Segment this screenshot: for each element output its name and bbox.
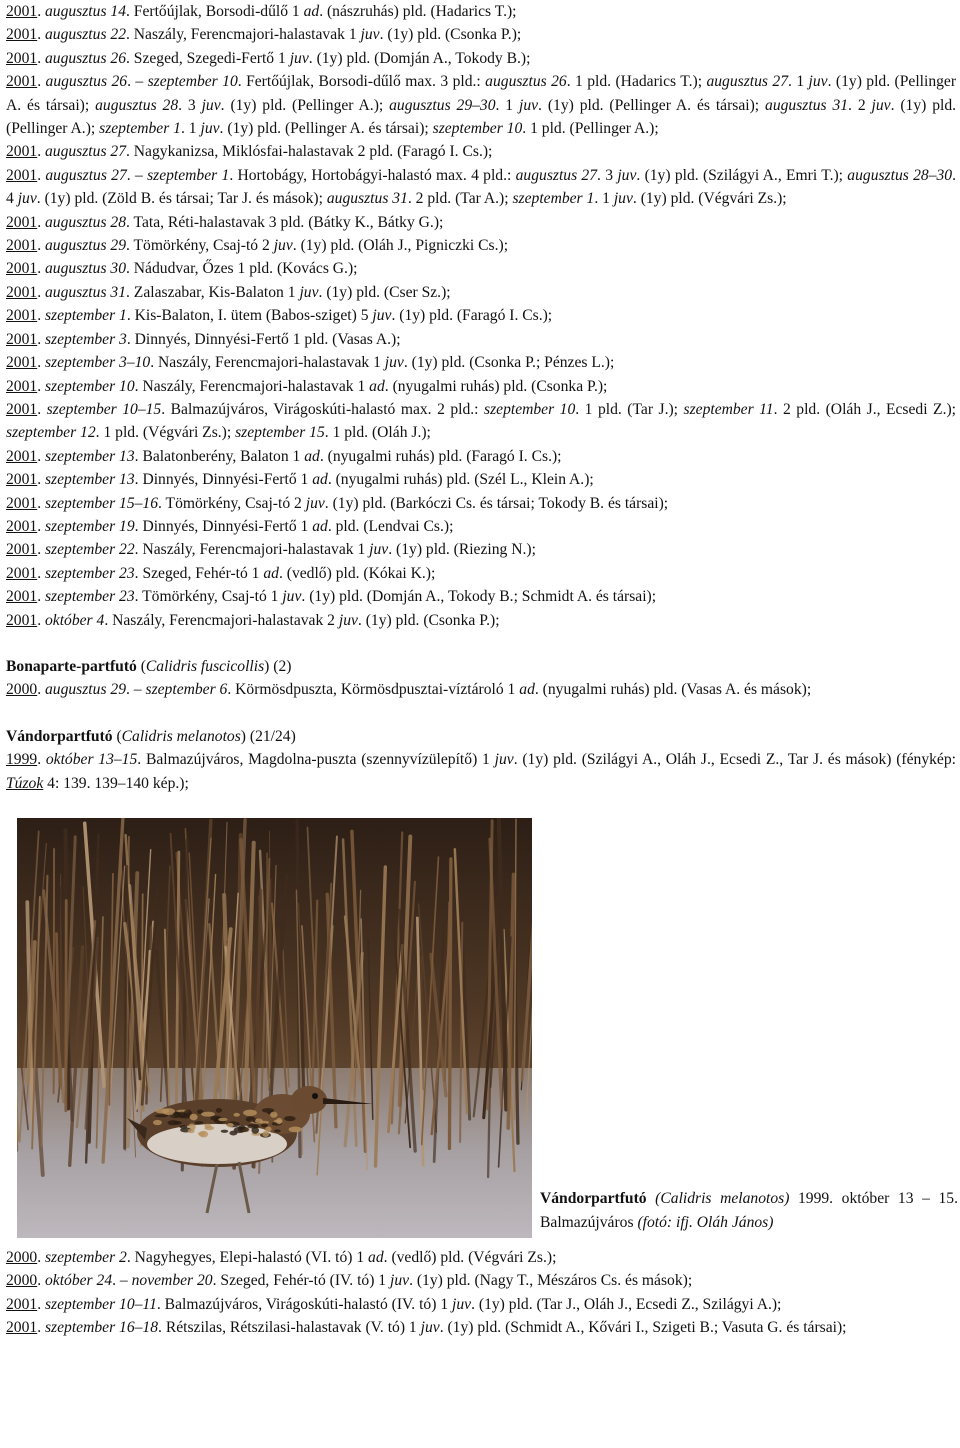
record-entry: 2001. szeptember 13. Balatonberény, Balaton 1 ad. (nyugalmi ruhás) pld. (Faragó I. Cs.); <box>6 447 562 465</box>
record-entry: 2001. szeptember 22. Naszály, Ferencmajori-halastavak 1 juv. (1y) pld. (Riezing N.); <box>6 541 536 559</box>
record-entry: 2001. augusztus 27. – szeptember 1. Hortobágy, Hortobágyi-halastó max. 4 pld.: augusztus 27. 3 juv. (1y) pld. (Szilágyi A., Emri T.); augusztus 28–30. 4 juv. (1y) pld. (Zöld B. és társai; Tar J. és mások); augusztus 31. 2 pld. (Tar A.); szeptember 1. 1 juv. (1y) pld. (Végvári Zs.); <box>6 166 956 208</box>
species-heading: Bonaparte-partfutó (Calidris fuscicollis) (2) <box>6 657 292 675</box>
record-entry: 2001. szeptember 19. Dinnyés, Dinnyési-Fertő 1 ad. pld. (Lendvai Cs.); <box>6 517 454 535</box>
record-entry: 2000. október 24. – november 20. Szeged, Fehér-tó (IV. tó) 1 juv. (1y) pld. (Nagy T., Mészáros Cs. és mások); <box>6 1272 693 1290</box>
record-entry: 2001. szeptember 23. Szeged, Fehér-tó 1 ad. (vedlő) pld. (Kókai K.); <box>6 564 436 582</box>
record-entry: 2001. szeptember 10–15. Balmazújváros, Virágoskúti-halastó max. 2 pld.: szeptember 10. 1 pld. (Tar J.); szeptember 11. 2 pld. (Oláh J., Ecsedi Z.); szeptember 12. 1 pld. (Végvári Zs.); szeptember 15. 1 pld. (Oláh J.); <box>6 400 956 442</box>
record-entry: 2001. augusztus 29. Tömörkény, Csaj-tó 2 juv. (1y) pld. (Oláh J., Pigniczki Cs.); <box>6 237 509 255</box>
record-entry: 2001. augusztus 26. Szeged, Szegedi-Fertő 1 juv. (1y) pld. (Domján A., Tokody B.); <box>6 49 531 67</box>
record-entry: 2001. szeptember 10–11. Balmazújváros, Virágoskúti-halastó (IV. tó) 1 juv. (1y) pld. (Tar J., Oláh J., Ecsedi Z., Szilágyi A.); <box>6 1295 782 1313</box>
records-block-1 <box>6 0 956 632</box>
record-entry: 2001. augusztus 30. Nádudvar, Őzes 1 pld. (Kovács G.); <box>6 260 358 278</box>
records-block-2 <box>6 1246 956 1340</box>
photo-row <box>6 818 956 1246</box>
record-entry: 2001. szeptember 23. Tömörkény, Csaj-tó 1 juv. (1y) pld. (Domján A., Tokody B.; Schmidt A. és társai); <box>6 588 657 606</box>
record-entry: 2001. szeptember 1. Kis-Balaton, I. ütem (Babos-sziget) 5 juv. (1y) pld. (Faragó I. Cs.); <box>6 307 553 325</box>
record-entry: 2001. szeptember 13. Dinnyés, Dinnyési-Fertő 1 ad. (nyugalmi ruhás) pld. (Szél L., Klein A.); <box>6 471 594 489</box>
record-entry: 2001. augusztus 27. Nagykanizsa, Miklósfai-halastavak 2 pld. (Faragó I. Cs.); <box>6 143 493 161</box>
record-entry: 2000. augusztus 29. – szeptember 6. Körmösdpuszta, Körmösdpusztai-víztároló 1 ad. (nyugalmi ruhás) pld. (Vasas A. és mások); <box>6 681 812 699</box>
record-entry: 2001. augusztus 31. Zalaszabar, Kis-Balaton 1 juv. (1y) pld. (Cser Sz.); <box>6 283 451 301</box>
record-entry: 2001. szeptember 16–18. Rétszilas, Rétszilasi-halastavak (V. tó) 1 juv. (1y) pld. (Schmidt A., Kővári I., Szigeti B.; Vasuta G. és társai); <box>6 1319 847 1337</box>
species-records <box>6 748 956 795</box>
record-entry: 2000. szeptember 2. Nagyhegyes, Elepi-halastó (VI. tó) 1 ad. (vedlő) pld. (Végvári Zs.); <box>6 1249 557 1266</box>
record-entry: 2001. szeptember 15–16. Tömörkény, Csaj-tó 2 juv. (1y) pld. (Barkóczi Cs. és társai; Tokody B. és társai); <box>6 494 669 512</box>
record-entry: 2001. augusztus 28. Tata, Réti-halastavak 3 pld. (Bátky K., Bátky G.); <box>6 213 444 231</box>
record-entry: 1999. október 13–15. Balmazújváros, Magdolna-puszta (szennyvízülepítő) 1 juv. (1y) pld. (Szilágyi A., Oláh J., Ecsedi Z., Tar J. és mások) (fénykép: Túzok 4: 139. 139–140 kép.); <box>6 751 956 792</box>
record-entry: 2001. szeptember 3–10. Naszály, Ferencmajori-halastavak 1 juv. (1y) pld. (Csonka P.; Pénzes L.); <box>6 354 615 372</box>
record-entry: 2001. szeptember 10. Naszály, Ferencmajori-halastavak 1 ad. (nyugalmi ruhás) pld. (Csonka P.); <box>6 377 608 395</box>
photo-caption: Vándorpartfutó (Calidris melanotos) 1999. október 13 – 15. Balmazújváros (fotó: ifj. Oláh János) <box>540 1189 958 1231</box>
record-entry: 2001. augusztus 22. Naszály, Ferencmajori-halastavak 1 juv. (1y) pld. (Csonka P.); <box>6 26 522 44</box>
bird-photo-illustration <box>17 818 532 1238</box>
bird-photo <box>17 818 532 1238</box>
record-entry: 2001. augusztus 14. Fertőújlak, Borsodi-dűlő 1 ad. (nászruhás) pld. (Hadarics T.); <box>6 3 517 20</box>
document-page <box>6 0 956 1363</box>
species-section-vandorpartfuto <box>6 725 956 795</box>
species-section-bonaparte <box>6 655 956 702</box>
record-entry: 2001. október 4. Naszály, Ferencmajori-halastavak 2 juv. (1y) pld. (Csonka P.); <box>6 611 500 629</box>
record-entry: 2001. szeptember 3. Dinnyés, Dinnyési-Fertő 1 pld. (Vasas A.); <box>6 330 401 348</box>
species-heading: Vándorpartfutó (Calidris melanotos) (21/24) <box>6 727 296 745</box>
species-records <box>6 678 956 701</box>
record-entry: 2001. augusztus 26. – szeptember 10. Fertőújlak, Borsodi-dűlő max. 3 pld.: augusztus 26. 1 pld. (Hadarics T.); augusztus 27. 1 juv. (1y) pld. (Pellinger A. és társai); augusztus 28. 3 juv. (1y) pld. (Pellinger A.); augusztus 29–30. 1 juv. (1y) pld. (Pellinger A. és társai); augusztus 31. 2 juv. (1y) pld. (Pellinger A.); szeptember 1. 1 juv. (1y) pld. (Pellinger A. és társai); szeptember 10. 1 pld. (Pellinger A.); <box>6 73 957 138</box>
